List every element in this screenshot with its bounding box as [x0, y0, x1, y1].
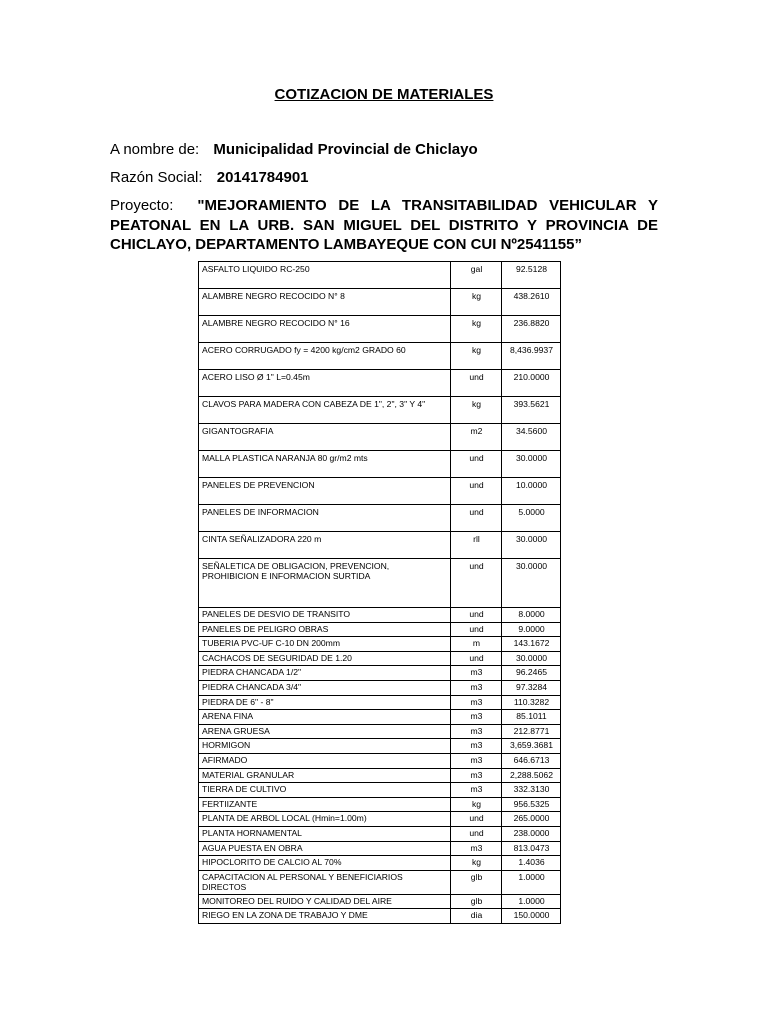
table-row	[199, 710, 561, 725]
material-unit: m3	[451, 768, 502, 783]
nombre-label: A nombre de:	[110, 141, 200, 158]
material-quantity: 30.0000	[502, 559, 561, 608]
material-quantity: 30.0000	[502, 532, 561, 559]
razon-social-value: 20141784901	[216, 169, 309, 186]
material-quantity: 956.5325	[502, 797, 561, 812]
material-quantity: 1.0000	[502, 870, 561, 894]
material-unit: m	[451, 637, 502, 652]
material-unit: dia	[451, 909, 502, 924]
material-quantity: 238.0000	[502, 826, 561, 841]
material-quantity: 10.0000	[502, 478, 561, 505]
material-unit: m3	[451, 739, 502, 754]
table-row	[199, 622, 561, 637]
table-row	[199, 478, 561, 505]
material-quantity: 3,659.3681	[502, 739, 561, 754]
material-description: PIEDRA CHANCADA 3/4"	[199, 680, 451, 695]
material-unit: und	[451, 826, 502, 841]
table-row	[199, 370, 561, 397]
table-row	[199, 424, 561, 451]
razon-social-field	[110, 169, 309, 187]
material-description: PIEDRA CHANCADA 1/2"	[199, 666, 451, 681]
material-unit: kg	[451, 797, 502, 812]
material-quantity: 5.0000	[502, 505, 561, 532]
nombre-field	[110, 141, 478, 159]
table-row	[199, 724, 561, 739]
nombre-value: Municipalidad Provincial de Chiclayo	[213, 141, 478, 158]
table-row	[199, 651, 561, 666]
material-unit: glb	[451, 870, 502, 894]
table-row	[199, 343, 561, 370]
material-description: SEÑALETICA DE OBLIGACION, PREVENCION, PROHIBICION E INFORMACION SURTIDA	[199, 559, 451, 608]
material-description: HIPOCLORITO DE CALCIO AL 70%	[199, 856, 451, 871]
material-quantity: 150.0000	[502, 909, 561, 924]
materials-table-body	[199, 262, 561, 924]
material-quantity: 393.5621	[502, 397, 561, 424]
material-quantity: 332.3130	[502, 783, 561, 798]
material-quantity: 265.0000	[502, 812, 561, 827]
material-description: TIERRA DE CULTIVO	[199, 783, 451, 798]
material-quantity: 110.3282	[502, 695, 561, 710]
material-description: CINTA SEÑALIZADORA 220 m	[199, 532, 451, 559]
material-unit: kg	[451, 343, 502, 370]
table-row	[199, 753, 561, 768]
material-unit: rll	[451, 532, 502, 559]
table-row	[199, 559, 561, 608]
material-quantity: 1.4036	[502, 856, 561, 871]
material-unit: m3	[451, 724, 502, 739]
material-description: AFIRMADO	[199, 753, 451, 768]
material-description: CACHACOS DE SEGURIDAD DE 1.20	[199, 651, 451, 666]
material-quantity: 8.0000	[502, 608, 561, 623]
material-quantity: 1.0000	[502, 894, 561, 909]
material-quantity: 236.8820	[502, 316, 561, 343]
table-row	[199, 783, 561, 798]
material-quantity: 30.0000	[502, 651, 561, 666]
table-row	[199, 532, 561, 559]
material-description: PANELES DE PREVENCION	[199, 478, 451, 505]
materials-table	[198, 261, 561, 924]
material-description: MONITOREO DEL RUIDO Y CALIDAD DEL AIRE	[199, 894, 451, 909]
material-unit: m3	[451, 783, 502, 798]
material-unit: und	[451, 559, 502, 608]
material-description: ASFALTO LIQUIDO RC-250	[199, 262, 451, 289]
table-row	[199, 666, 561, 681]
material-unit: und	[451, 812, 502, 827]
table-row	[199, 909, 561, 924]
material-description: PANELES DE PELIGRO OBRAS	[199, 622, 451, 637]
table-row	[199, 608, 561, 623]
material-quantity: 9.0000	[502, 622, 561, 637]
material-description: AGUA PUESTA EN OBRA	[199, 841, 451, 856]
material-quantity: 212.8771	[502, 724, 561, 739]
material-description: HORMIGON	[199, 739, 451, 754]
material-description: MATERIAL GRANULAR	[199, 768, 451, 783]
material-description: ACERO LISO Ø 1" L=0.45m	[199, 370, 451, 397]
material-description: PLANTA HORNAMENTAL	[199, 826, 451, 841]
material-unit: kg	[451, 397, 502, 424]
material-quantity: 34.5600	[502, 424, 561, 451]
material-description: CAPACITACION AL PERSONAL Y BENEFICIARIOS DIRECTOS	[199, 870, 451, 894]
table-row	[199, 262, 561, 289]
material-quantity: 2,288.5062	[502, 768, 561, 783]
material-unit: gal	[451, 262, 502, 289]
material-quantity: 85.1011	[502, 710, 561, 725]
material-description: MALLA PLASTICA NARANJA 80 gr/m2 mts	[199, 451, 451, 478]
material-quantity: 8,436.9937	[502, 343, 561, 370]
material-unit: m2	[451, 424, 502, 451]
material-description: PLANTA DE ARBOL LOCAL (Hmin=1.00m)	[199, 812, 451, 827]
material-unit: glb	[451, 894, 502, 909]
proyecto-field	[110, 196, 658, 255]
material-quantity: 646.6713	[502, 753, 561, 768]
material-description: PIEDRA DE 6" - 8"	[199, 695, 451, 710]
material-unit: kg	[451, 289, 502, 316]
material-unit: m3	[451, 753, 502, 768]
table-row	[199, 739, 561, 754]
table-row	[199, 637, 561, 652]
material-description: PANELES DE INFORMACION	[199, 505, 451, 532]
material-unit: m3	[451, 695, 502, 710]
material-unit: und	[451, 622, 502, 637]
table-row	[199, 397, 561, 424]
material-quantity: 438.2610	[502, 289, 561, 316]
material-quantity: 92.5128	[502, 262, 561, 289]
table-row	[199, 797, 561, 812]
material-description: PANELES DE DESVIO DE TRANSITO	[199, 608, 451, 623]
material-unit: und	[451, 505, 502, 532]
material-description: ARENA FINA	[199, 710, 451, 725]
material-unit: und	[451, 370, 502, 397]
material-description: GIGANTOGRAFIA	[199, 424, 451, 451]
proyecto-value: "MEJORAMIENTO DE LA TRANSITABILIDAD VEHICULAR Y PEATONAL EN LA URB. SAN MIGUEL DEL DISTRITO Y PROVINCIA DE CHICLAYO, DEPARTAMENTO LAMBAYEQUE CON CUI Nº2541155”	[110, 197, 658, 253]
material-quantity: 97.3284	[502, 680, 561, 695]
material-quantity: 30.0000	[502, 451, 561, 478]
material-description: FERTIIZANTE	[199, 797, 451, 812]
material-quantity: 143.1672	[502, 637, 561, 652]
material-quantity: 813.0473	[502, 841, 561, 856]
material-description: CLAVOS PARA MADERA CON CABEZA DE 1", 2", 3" Y 4"	[199, 397, 451, 424]
material-unit: kg	[451, 316, 502, 343]
table-row	[199, 812, 561, 827]
material-description: TUBERIA PVC-UF C-10 DN 200mm	[199, 637, 451, 652]
table-row	[199, 870, 561, 894]
table-row	[199, 695, 561, 710]
table-row	[199, 505, 561, 532]
material-unit: kg	[451, 856, 502, 871]
material-unit: m3	[451, 710, 502, 725]
document-title: COTIZACION DE MATERIALES	[274, 86, 494, 103]
table-row	[199, 316, 561, 343]
material-unit: und	[451, 451, 502, 478]
table-row	[199, 841, 561, 856]
material-unit: m3	[451, 666, 502, 681]
material-quantity: 210.0000	[502, 370, 561, 397]
proyecto-label: Proyecto:	[110, 197, 174, 214]
table-row	[199, 768, 561, 783]
material-unit: und	[451, 608, 502, 623]
material-description: ARENA GRUESA	[199, 724, 451, 739]
table-row	[199, 289, 561, 316]
table-row	[199, 451, 561, 478]
material-description: ALAMBRE NEGRO RECOCIDO N° 8	[199, 289, 451, 316]
material-unit: und	[451, 478, 502, 505]
material-description: RIEGO EN LA ZONA DE TRABAJO Y DME	[199, 909, 451, 924]
razon-social-label: Razón Social:	[110, 169, 203, 186]
table-row	[199, 894, 561, 909]
material-unit: und	[451, 651, 502, 666]
table-row	[199, 826, 561, 841]
table-row	[199, 680, 561, 695]
material-description: ACERO CORRUGADO fy = 4200 kg/cm2 GRADO 60	[199, 343, 451, 370]
material-quantity: 96.2465	[502, 666, 561, 681]
material-unit: m3	[451, 841, 502, 856]
material-description: ALAMBRE NEGRO RECOCIDO N° 16	[199, 316, 451, 343]
table-row	[199, 856, 561, 871]
material-unit: m3	[451, 680, 502, 695]
